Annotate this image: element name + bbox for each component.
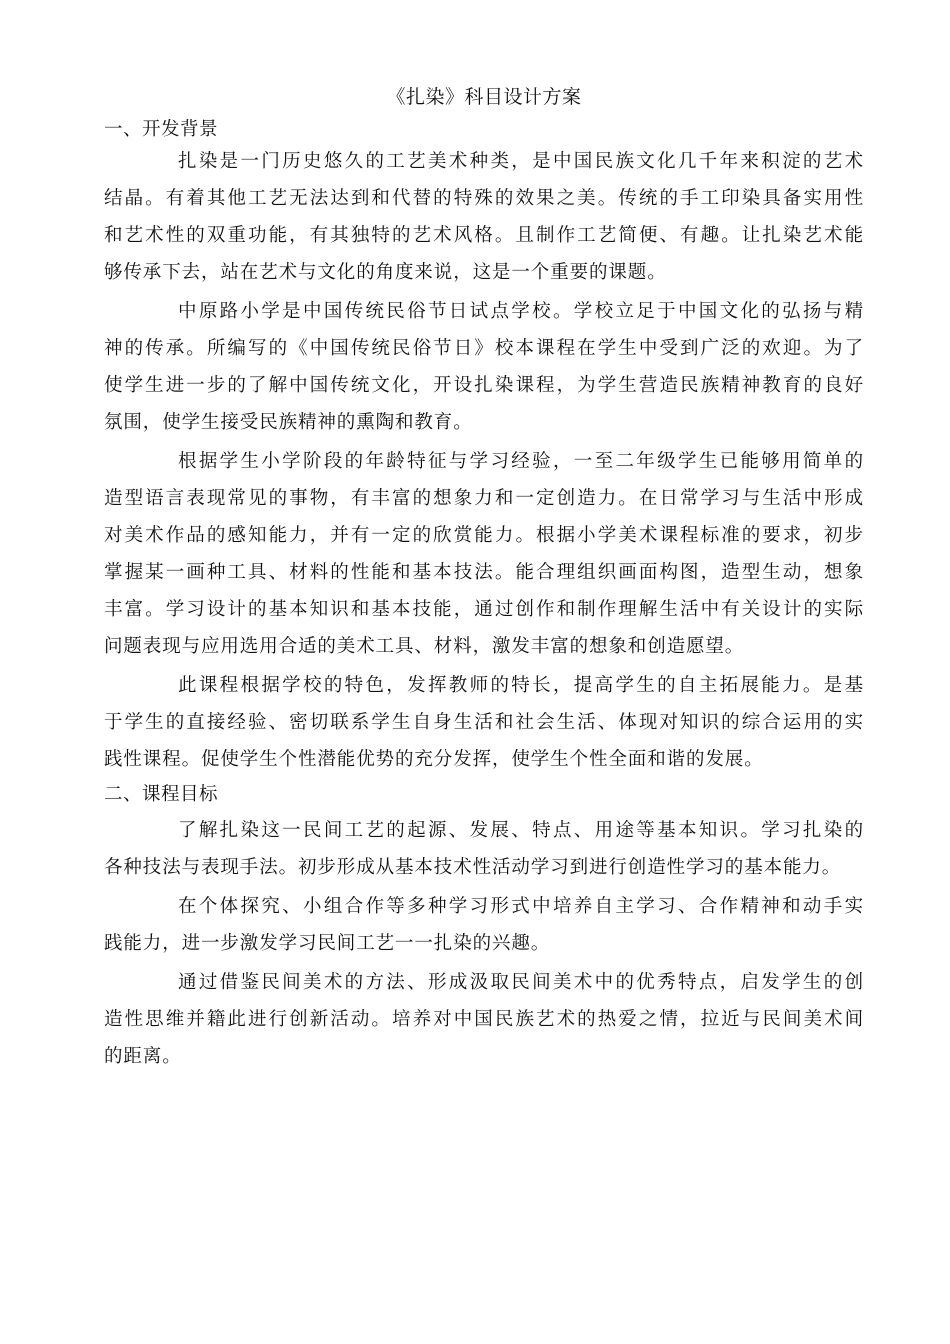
paragraph-line: 对美术作品的感知能力，并有一定的欣赏能力。根据小学美术课程标准的要求，初步 xyxy=(104,525,864,546)
section-goals xyxy=(104,782,864,1075)
paragraph-line: 根据学生小学阶段的年龄特征与学习经验，一至二年级学生已能够用简单的 xyxy=(178,451,864,472)
paragraph xyxy=(104,888,864,962)
paragraph-line: 通过借鉴民间美术的方法、形成汲取民间美术中的优秀特点，启发学生的创 xyxy=(178,972,864,993)
paragraph-line: 够传承下去，站在艺术与文化的角度来说，这是一个重要的课题。 xyxy=(104,262,667,283)
paragraph-line: 问题表现与应用选用合适的美术工具、材料，激发丰富的想象和创造愿望。 xyxy=(104,636,745,657)
paragraph-line: 使学生进一步的了解中国传统文化，开设扎染课程，为学生营造民族精神教育的良好 xyxy=(104,375,864,396)
paragraph-line: 造性思维并籍此进行创新活动。培养对中国民族艺术的热爱之情，拉近与民间美术间 xyxy=(104,1009,864,1030)
paragraph xyxy=(104,667,864,778)
paragraph-line: 氛围，使学生接受民族精神的熏陶和教育。 xyxy=(104,412,473,433)
section-heading: 一、开发背景 xyxy=(104,119,219,140)
paragraph-line: 中原路小学是中国传统民俗节日试点学校。学校立足于中国文化的弘扬与精 xyxy=(178,301,864,322)
paragraph-line: 了解扎染这一民间工艺的起源、发展、特点、用途等基本知识。学习扎染的 xyxy=(178,820,864,841)
paragraph-line: 丰富。学习设计的基本知识和基本技能，通过创作和制作理解生活中有关设计的实际 xyxy=(104,599,864,620)
section-heading: 二、课程目标 xyxy=(104,784,219,805)
paragraph xyxy=(104,293,864,441)
paragraph-line: 和艺术性的双重功能，有其独特的艺术风格。且制作工艺简便、有趣。让扎染艺术能 xyxy=(104,225,864,246)
paragraph xyxy=(104,143,864,291)
paragraph-line: 在个体探究、小组合作等多种学习形式中培养自主学习、合作精神和动手实 xyxy=(178,896,864,917)
paragraph xyxy=(104,812,864,886)
paragraph-line: 于学生的直接经验、密切联系学生自身生活和社会生活、体现对知识的综合运用的实 xyxy=(104,712,864,733)
paragraph-line: 此课程根据学校的特色，发挥教师的特长，提高学生的自主拓展能力。是基 xyxy=(178,675,864,696)
document-title: 《扎染》科目设计方案 xyxy=(386,86,582,108)
paragraph-line: 践性课程。促使学生个性潜能优势的充分发挥，使学生个性全面和谐的发展。 xyxy=(104,749,764,770)
paragraph xyxy=(104,443,864,665)
paragraph-line: 扎染是一门历史悠久的工艺美术种类，是中国民族文化几千年来积淀的艺术 xyxy=(178,151,864,172)
paragraph xyxy=(104,964,864,1075)
paragraph-line: 造型语言表现常见的事物，有丰富的想象力和一定创造力。在日常学习与生活中形成 xyxy=(104,488,864,509)
paragraph-line: 践能力，进一步激发学习民间工艺一一扎染的兴趣。 xyxy=(104,933,551,954)
section-background xyxy=(104,117,864,778)
paragraph-line: 各种技法与表现手法。初步形成从基本技术性活动学习到进行创造性学习的基本能力。 xyxy=(104,857,842,878)
paragraph-line: 掌握某一画种工具、材料的性能和基本技法。能合理组织画面构图，造型生动，想象 xyxy=(104,562,864,583)
paragraph-line: 的距离。 xyxy=(104,1046,182,1067)
paragraph-line: 结晶。有着其他工艺无法达到和代替的特殊的效果之美。传统的手工印染具备实用性 xyxy=(104,188,864,209)
paragraph-line: 神的传承。所编写的《中国传统民俗节日》校本课程在学生中受到广泛的欢迎。为了 xyxy=(104,338,864,359)
document-page xyxy=(104,84,864,1075)
